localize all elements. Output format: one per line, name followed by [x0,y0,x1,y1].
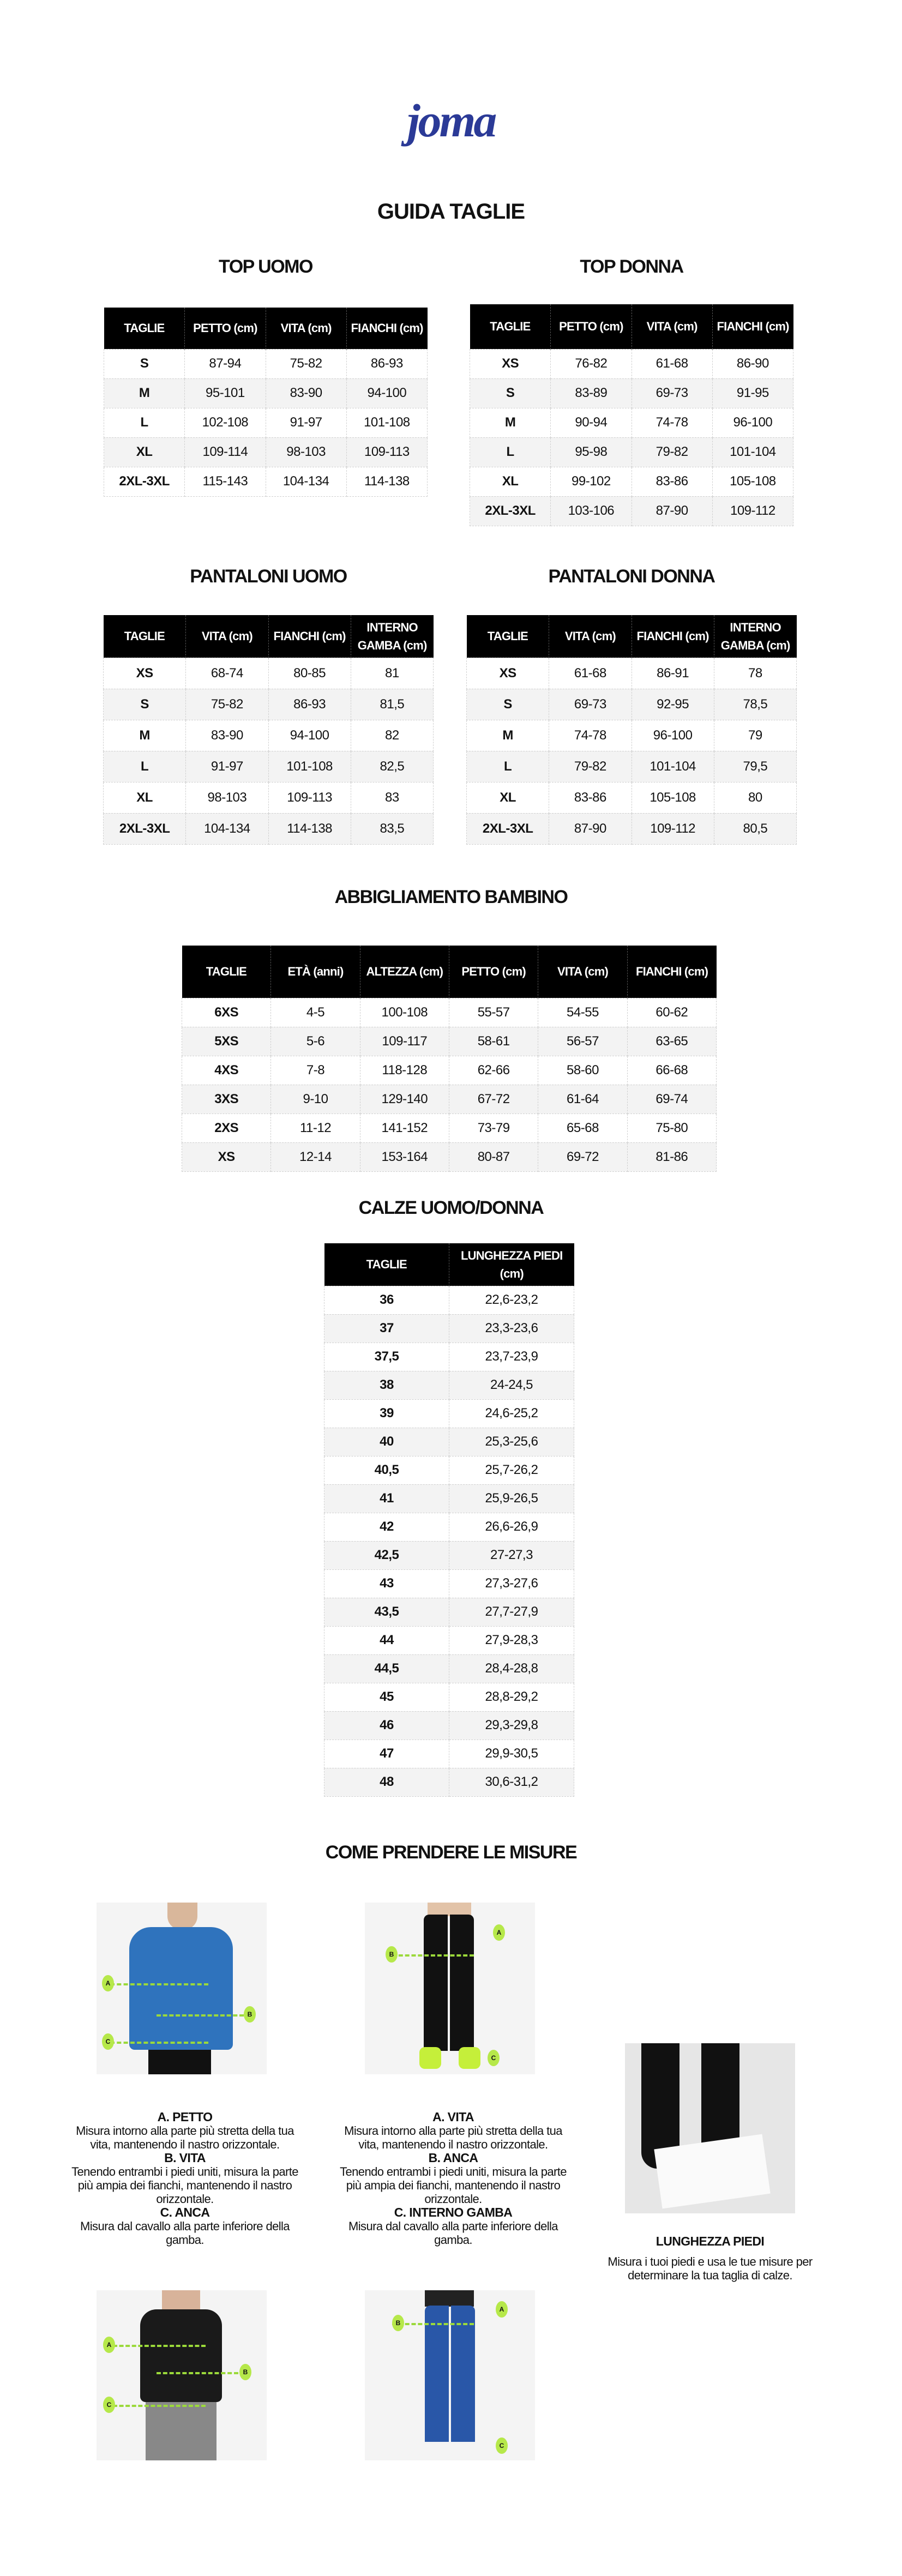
table-row [324,1683,574,1711]
size-cell: 2XL-3XL [104,813,186,844]
caption-bottom [339,2110,568,2247]
size-cell: M [104,720,186,751]
caption-text: Tenendo entrambi i piedi uniti, misura la parte più ampia dei fianchi, mantenendo il nastro orizzontale. [71,2165,298,2206]
value-cell: 91-95 [712,378,793,408]
size-cell: 43 [324,1569,449,1598]
size-cell: L [104,408,185,437]
column-header: FIANCHI (cm) [627,946,716,998]
table-row [467,751,797,782]
caption-title: A. VITA [432,2110,474,2124]
size-cell: M [467,720,549,751]
caption-title: LUNGHEZZA PIEDI [656,2234,765,2248]
table-row [324,1428,574,1456]
marker-a: A [493,1924,505,1941]
value-cell: 79-82 [549,751,632,782]
value-cell: 74-78 [549,720,632,751]
value-cell: 109-113 [346,437,427,467]
value-cell: 28,8-29,2 [449,1683,574,1711]
value-cell: 91-97 [186,751,268,782]
table-header-row [467,615,797,658]
section-title-top-uomo: TOP UOMO [219,256,312,277]
size-cell: 3XS [182,1085,271,1114]
value-cell: 75-82 [186,689,268,720]
value-cell: 109-117 [360,1027,449,1056]
table-header-row [470,304,793,349]
value-cell: 61-64 [538,1085,627,1114]
table-row [324,1286,574,1314]
size-cell: XS [182,1142,271,1171]
value-cell: 12-14 [271,1142,360,1171]
value-cell: 29,9-30,5 [449,1740,574,1768]
column-header: PETTO (cm) [185,308,266,349]
value-cell: 29,3-29,8 [449,1711,574,1740]
size-cell: 48 [324,1768,449,1796]
column-header: VITA (cm) [632,304,712,349]
value-cell: 83 [351,782,433,813]
table-row [324,1626,574,1654]
caption-text: Misura dal cavallo alla parte inferiore della gamba. [348,2219,558,2247]
size-cell: 46 [324,1711,449,1740]
value-cell: 61-68 [632,349,712,378]
size-cell: M [104,378,185,408]
value-cell: 86-90 [712,349,793,378]
size-cell: L [467,751,549,782]
marker-c: C [488,2050,500,2066]
marker-b: B [392,2315,404,2331]
value-cell: 80-87 [449,1142,538,1171]
table-header-row [104,615,434,658]
caption-title: A. PETTO [157,2110,213,2124]
caption-text: Misura intorno alla parte più stretta della tua vita, mantenendo il nastro orizzontale. [344,2124,562,2151]
column-header: VITA (cm) [186,615,268,658]
table-top-donna [470,304,793,526]
table-top-uomo [104,308,428,497]
table-row [182,1114,717,1142]
table-row [324,1541,574,1569]
table-row [324,1711,574,1740]
value-cell: 92-95 [632,689,714,720]
section-title-pantaloni-uomo: PANTALONI UOMO [190,566,347,587]
column-header: VITA (cm) [538,946,627,998]
size-cell: 4XS [182,1056,271,1085]
value-cell: 79 [714,720,796,751]
size-cell: XS [470,349,551,378]
marker-c: C [496,2437,508,2454]
size-cell: 2XL-3XL [467,813,549,844]
column-header: VITA (cm) [549,615,632,658]
table-row [104,689,434,720]
value-cell: 79,5 [714,751,796,782]
caption-text: Misura intorno alla parte più stretta della tua vita, mantenendo il nastro orizzontale. [76,2124,294,2151]
value-cell: 86-93 [268,689,351,720]
value-cell: 79-82 [632,437,712,467]
value-cell: 104-134 [266,467,346,496]
table-row [324,1484,574,1513]
column-header: TAGLIE [182,946,271,998]
size-cell: S [104,349,185,378]
table-row [467,782,797,813]
marker-a: A [103,2337,115,2353]
size-cell: 2XL-3XL [470,496,551,526]
value-cell: 58-60 [538,1056,627,1085]
value-cell: 114-138 [346,467,427,496]
table-pantaloni-donna [466,615,797,845]
value-cell: 78 [714,658,796,689]
value-cell: 27,9-28,3 [449,1626,574,1654]
column-header: INTERNO GAMBA (cm) [714,615,796,658]
value-cell: 75-80 [627,1114,716,1142]
value-cell: 141-152 [360,1114,449,1142]
size-cell: 38 [324,1371,449,1399]
value-cell: 83-89 [551,378,632,408]
table-row [104,720,434,751]
table-row [182,1085,717,1114]
value-cell: 56-57 [538,1027,627,1056]
value-cell: 24,6-25,2 [449,1399,574,1428]
value-cell: 73-79 [449,1114,538,1142]
table-row [470,437,793,467]
image-pantaloni-uomo [365,1903,535,2074]
value-cell: 83-86 [632,467,712,496]
value-cell: 103-106 [551,496,632,526]
section-title-bambino: ABBIGLIAMENTO BAMBINO [334,887,568,907]
table-row [324,1456,574,1484]
table-row [324,1513,574,1541]
size-cell: 45 [324,1683,449,1711]
size-cell: 37,5 [324,1343,449,1371]
value-cell: 90-94 [551,408,632,437]
caption-text: Tenendo entrambi i piedi uniti, misura la parte più ampia dei fianchi, mantenendo il nastro orizzontale. [340,2165,567,2206]
value-cell: 105-108 [632,782,714,813]
size-cell: 36 [324,1286,449,1314]
value-cell: 27-27,3 [449,1541,574,1569]
size-cell: XL [104,437,185,467]
table-row [324,1740,574,1768]
value-cell: 109-114 [185,437,266,467]
caption-title: B. VITA [164,2151,206,2165]
table-row [104,751,434,782]
size-cell: 47 [324,1740,449,1768]
value-cell: 81-86 [627,1142,716,1171]
value-cell: 58-61 [449,1027,538,1056]
table-row [182,1027,717,1056]
value-cell: 4-5 [271,998,360,1027]
size-cell: L [104,751,186,782]
column-header: LUNGHEZZA PIEDI (cm) [449,1243,574,1286]
column-header: VITA (cm) [266,308,346,349]
table-row [324,1371,574,1399]
value-cell: 30,6-31,2 [449,1768,574,1796]
table-row [104,782,434,813]
table-row [324,1569,574,1598]
table-calze [324,1243,574,1797]
table-header-row [104,308,428,349]
size-cell: 41 [324,1484,449,1513]
caption-text: Misura i tuoi piedi e usa le tue misure per determinare la tua taglia di calze. [608,2255,813,2282]
value-cell: 81,5 [351,689,433,720]
size-cell: 5XS [182,1027,271,1056]
value-cell: 86-91 [632,658,714,689]
marker-b: B [239,2364,251,2380]
value-cell: 95-101 [185,378,266,408]
column-header: INTERNO GAMBA (cm) [351,615,433,658]
image-calze [625,2043,795,2213]
value-cell: 118-128 [360,1056,449,1085]
table-row [324,1598,574,1626]
value-cell: 55-57 [449,998,538,1027]
size-cell: 37 [324,1314,449,1343]
value-cell: 100-108 [360,998,449,1027]
size-cell: 6XS [182,998,271,1027]
table-row [467,720,797,751]
value-cell: 94-100 [346,378,427,408]
table-row [104,467,428,496]
value-cell: 62-66 [449,1056,538,1085]
value-cell: 109-113 [268,782,351,813]
value-cell: 69-72 [538,1142,627,1171]
value-cell: 81 [351,658,433,689]
column-header: TAGLIE [104,615,186,658]
value-cell: 27,7-27,9 [449,1598,574,1626]
value-cell: 69-73 [632,378,712,408]
value-cell: 25,3-25,6 [449,1428,574,1456]
value-cell: 25,9-26,5 [449,1484,574,1513]
marker-b: B [386,1946,398,1963]
column-header: FIANCHI (cm) [268,615,351,658]
svg-text:joma: joma [407,98,495,147]
size-cell: S [470,378,551,408]
value-cell: 61-68 [549,658,632,689]
value-cell: 102-108 [185,408,266,437]
table-row [104,658,434,689]
value-cell: 80,5 [714,813,796,844]
size-cell: 2XS [182,1114,271,1142]
table-row [104,408,428,437]
image-pantaloni-donna [365,2290,535,2460]
value-cell: 129-140 [360,1085,449,1114]
value-cell: 25,7-26,2 [449,1456,574,1484]
column-header: PETTO (cm) [449,946,538,998]
size-cell: M [470,408,551,437]
caption-title: B. ANCA [428,2151,478,2165]
table-row [470,349,793,378]
value-cell: 80 [714,782,796,813]
size-cell: L [470,437,551,467]
value-cell: 101-104 [712,437,793,467]
table-row [324,1343,574,1371]
value-cell: 67-72 [449,1085,538,1114]
table-header-row [324,1243,574,1286]
table-row [104,437,428,467]
value-cell: 105-108 [712,467,793,496]
value-cell: 86-93 [346,349,427,378]
value-cell: 98-103 [186,782,268,813]
value-cell: 109-112 [712,496,793,526]
value-cell: 24-24,5 [449,1371,574,1399]
value-cell: 66-68 [627,1056,716,1085]
table-row [104,349,428,378]
table-row [182,1142,717,1171]
value-cell: 75-82 [266,349,346,378]
value-cell: 23,3-23,6 [449,1314,574,1343]
value-cell: 98-103 [266,437,346,467]
value-cell: 95-98 [551,437,632,467]
column-header: ETÀ (anni) [271,946,360,998]
value-cell: 96-100 [632,720,714,751]
table-row [104,378,428,408]
marker-b: B [244,2006,256,2023]
value-cell: 104-134 [186,813,268,844]
column-header: TAGLIE [324,1243,449,1286]
value-cell: 109-112 [632,813,714,844]
value-cell: 7-8 [271,1056,360,1085]
column-header: FIANCHI (cm) [632,615,714,658]
value-cell: 9-10 [271,1085,360,1114]
size-cell: S [104,689,186,720]
value-cell: 101-108 [346,408,427,437]
column-header: PETTO (cm) [551,304,632,349]
size-cell: 40,5 [324,1456,449,1484]
table-row [104,813,434,844]
section-title-top-donna: TOP DONNA [580,256,683,277]
size-cell: XS [104,658,186,689]
value-cell: 91-97 [266,408,346,437]
value-cell: 76-82 [551,349,632,378]
caption-feet [605,2235,815,2282]
table-row [182,998,717,1027]
table-pantaloni-uomo [103,615,434,845]
size-cell: 40 [324,1428,449,1456]
size-cell: 44 [324,1626,449,1654]
value-cell: 83-86 [549,782,632,813]
value-cell: 82 [351,720,433,751]
table-row [470,408,793,437]
section-title-pantaloni-donna: PANTALONI DONNA [548,566,715,587]
table-row [324,1399,574,1428]
joma-logo [373,98,529,147]
value-cell: 26,6-26,9 [449,1513,574,1541]
value-cell: 23,7-23,9 [449,1343,574,1371]
image-top-donna [97,2290,267,2460]
table-row [467,658,797,689]
caption-text: Misura dal cavallo alla parte inferiore della gamba. [80,2219,290,2247]
table-row [470,378,793,408]
caption-title: C. INTERNO GAMBA [394,2205,513,2219]
caption-title: C. ANCA [160,2205,210,2219]
value-cell: 60-62 [627,998,716,1027]
value-cell: 11-12 [271,1114,360,1142]
size-cell: XL [470,467,551,496]
size-cell: XL [104,782,186,813]
table-header-row [182,946,717,998]
value-cell: 22,6-23,2 [449,1286,574,1314]
value-cell: 153-164 [360,1142,449,1171]
value-cell: 80-85 [268,658,351,689]
section-title-misure: COME PRENDERE LE MISURE [325,1842,577,1863]
table-row [324,1654,574,1683]
size-cell: 39 [324,1399,449,1428]
size-cell: 44,5 [324,1654,449,1683]
table-bambino [182,946,717,1172]
column-header: TAGLIE [104,308,185,349]
table-row [470,496,793,526]
table-row [324,1314,574,1343]
value-cell: 96-100 [712,408,793,437]
size-cell: XL [467,782,549,813]
value-cell: 87-90 [549,813,632,844]
value-cell: 78,5 [714,689,796,720]
table-row [470,467,793,496]
marker-c: C [103,2397,115,2413]
value-cell: 28,4-28,8 [449,1654,574,1683]
value-cell: 74-78 [632,408,712,437]
section-title-calze: CALZE UOMO/DONNA [358,1197,544,1218]
page-title: GUIDA TAGLIE [377,200,525,224]
column-header: TAGLIE [470,304,551,349]
value-cell: 68-74 [186,658,268,689]
column-header: FIANCHI (cm) [712,304,793,349]
value-cell: 5-6 [271,1027,360,1056]
table-row [467,813,797,844]
size-cell: 2XL-3XL [104,467,185,496]
value-cell: 115-143 [185,467,266,496]
size-cell: 43,5 [324,1598,449,1626]
value-cell: 54-55 [538,998,627,1027]
column-header: FIANCHI (cm) [346,308,427,349]
value-cell: 63-65 [627,1027,716,1056]
table-row [467,689,797,720]
value-cell: 83-90 [266,378,346,408]
value-cell: 114-138 [268,813,351,844]
column-header: ALTEZZA (cm) [360,946,449,998]
value-cell: 87-90 [632,496,712,526]
value-cell: 69-74 [627,1085,716,1114]
value-cell: 69-73 [549,689,632,720]
value-cell: 82,5 [351,751,433,782]
value-cell: 94-100 [268,720,351,751]
size-cell: S [467,689,549,720]
table-row [182,1056,717,1085]
image-top-uomo [97,1903,267,2074]
table-row [324,1768,574,1796]
value-cell: 87-94 [185,349,266,378]
value-cell: 101-104 [632,751,714,782]
value-cell: 83,5 [351,813,433,844]
size-cell: 42,5 [324,1541,449,1569]
value-cell: 101-108 [268,751,351,782]
size-cell: 42 [324,1513,449,1541]
marker-a: A [102,1975,114,1991]
caption-top [70,2110,299,2247]
size-cell: XS [467,658,549,689]
value-cell: 65-68 [538,1114,627,1142]
marker-c: C [102,2033,114,2050]
column-header: TAGLIE [467,615,549,658]
value-cell: 27,3-27,6 [449,1569,574,1598]
value-cell: 99-102 [551,467,632,496]
value-cell: 83-90 [186,720,268,751]
marker-a: A [496,2301,508,2318]
